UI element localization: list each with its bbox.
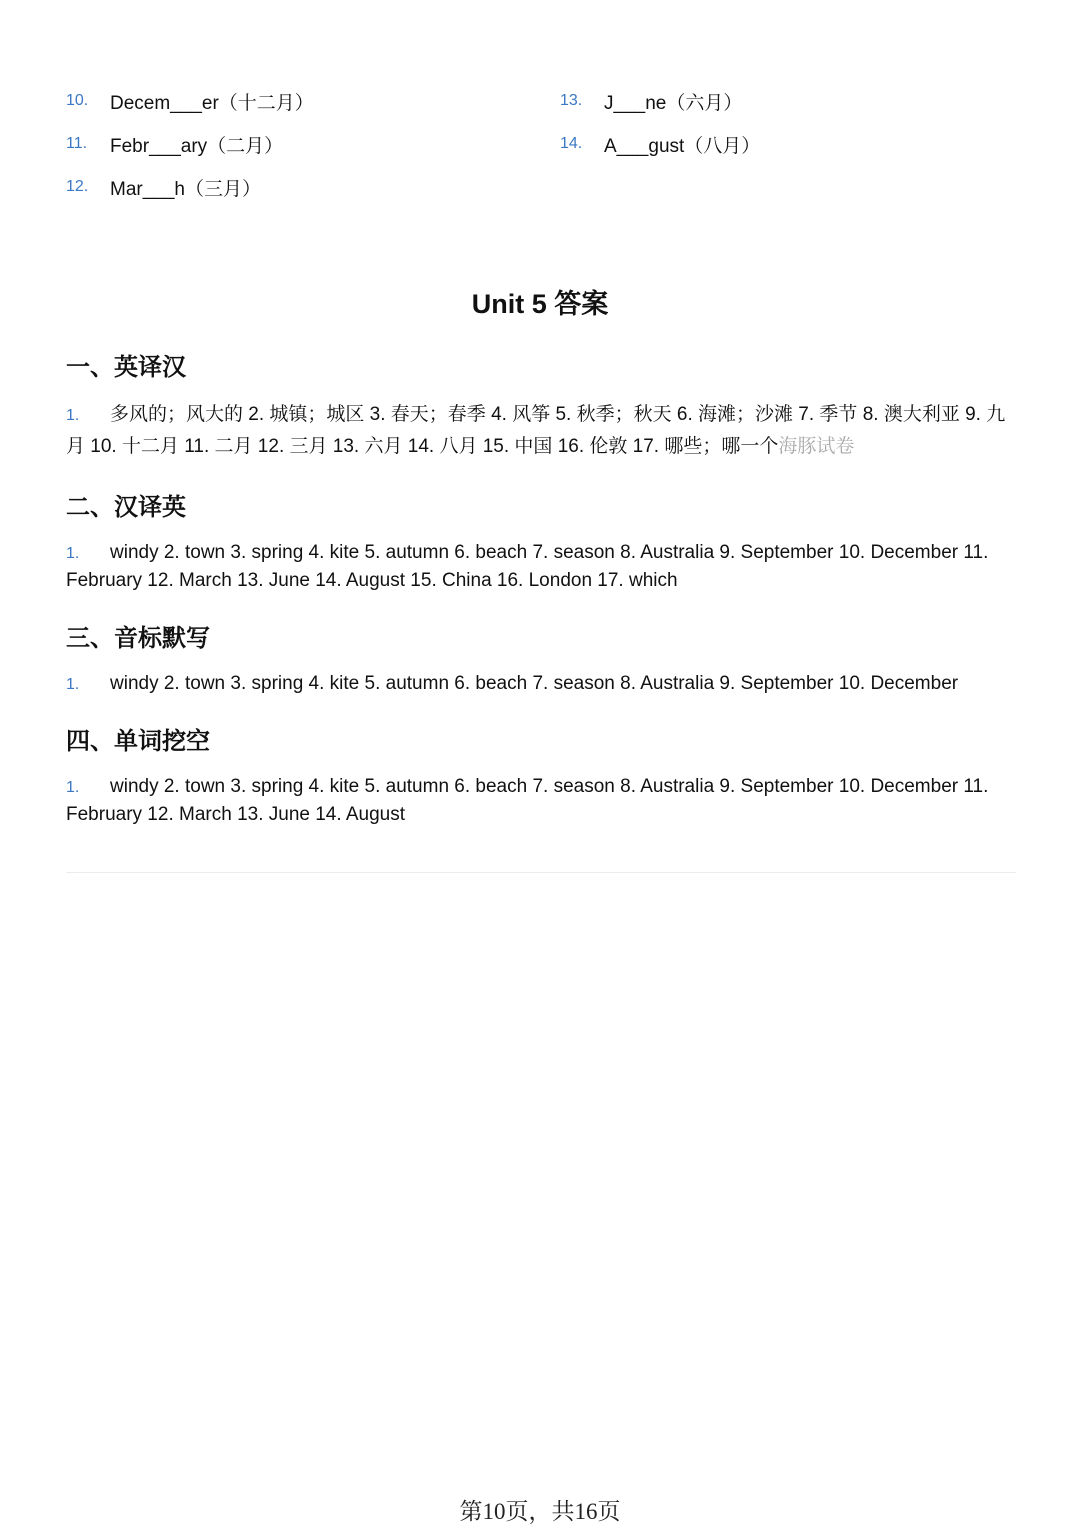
fill-in-item — [560, 86, 742, 116]
answer-text: windy 2. town 3. spring 4. kite 5. autumn 6. beach 7. season 8. Australia 9. September 10. December 11. February 12. March 13. June 14. August — [66, 776, 989, 825]
item-number: 10. — [66, 92, 89, 109]
item-text: Mar___h（三月） — [110, 178, 261, 200]
item-text: A___gust（八月） — [604, 135, 761, 157]
answer-number: 1. — [66, 545, 80, 562]
page-footer: 第10页，共16页 — [459, 1499, 621, 1524]
item-text: Febr___ary（二月） — [110, 135, 284, 157]
item-number: 12. — [66, 178, 89, 195]
section-word-blanks — [66, 727, 1016, 828]
answer-number: 1. — [66, 407, 80, 424]
fill-in-item — [66, 86, 314, 116]
divider — [66, 872, 1016, 873]
item-number: 11. — [66, 135, 88, 152]
item-number: 14. — [560, 135, 583, 152]
section-title: 一、英译汉 — [66, 354, 186, 381]
answer-text: windy 2. town 3. spring 4. kite 5. autumn 6. beach 7. season 8. Australia 9. September 10. December 11. February 12. March 13. June 14. August 15. China 16. London 17. which — [66, 542, 989, 591]
section-en-to-zh — [66, 353, 1016, 462]
section-answer — [66, 399, 1016, 462]
item-number: 13. — [560, 92, 583, 109]
answer-number: 1. — [66, 779, 80, 796]
section-answer — [66, 773, 1016, 828]
section-phonetic-dictation — [66, 624, 1016, 698]
section-title: 三、音标默写 — [66, 625, 210, 652]
watermark-text: 海豚试卷 — [778, 435, 855, 457]
section-title: 四、单词挖空 — [66, 728, 210, 755]
section-answer — [66, 670, 1016, 698]
section-zh-to-en — [66, 493, 1016, 594]
item-text: Decem___er（十二月） — [110, 92, 314, 114]
fill-in-item — [66, 129, 283, 159]
answer-text: windy 2. town 3. spring 4. kite 5. autumn 6. beach 7. season 8. Australia 9. September 10. December — [110, 673, 959, 694]
answer-text: 多风的；风大的 2. 城镇；城区 3. 春天；春季 4. 风筝 5. 秋季；秋天 6. 海滩；沙滩 7. 季节 8. 澳大利亚 9. 九月 10. 十二月 11. 二月 12. 三月 13. 六月 14. 八月 15. 中国 16. 伦敦 17. 哪些；哪一个 — [66, 404, 1006, 457]
fill-in-item — [560, 129, 760, 159]
item-text: J___ne（六月） — [604, 92, 743, 114]
answer-number: 1. — [66, 676, 80, 693]
answer-title: Unit 5 答案 — [471, 289, 609, 319]
section-answer — [66, 539, 1016, 594]
fill-in-item — [66, 172, 261, 202]
section-title: 二、汉译英 — [66, 494, 186, 521]
